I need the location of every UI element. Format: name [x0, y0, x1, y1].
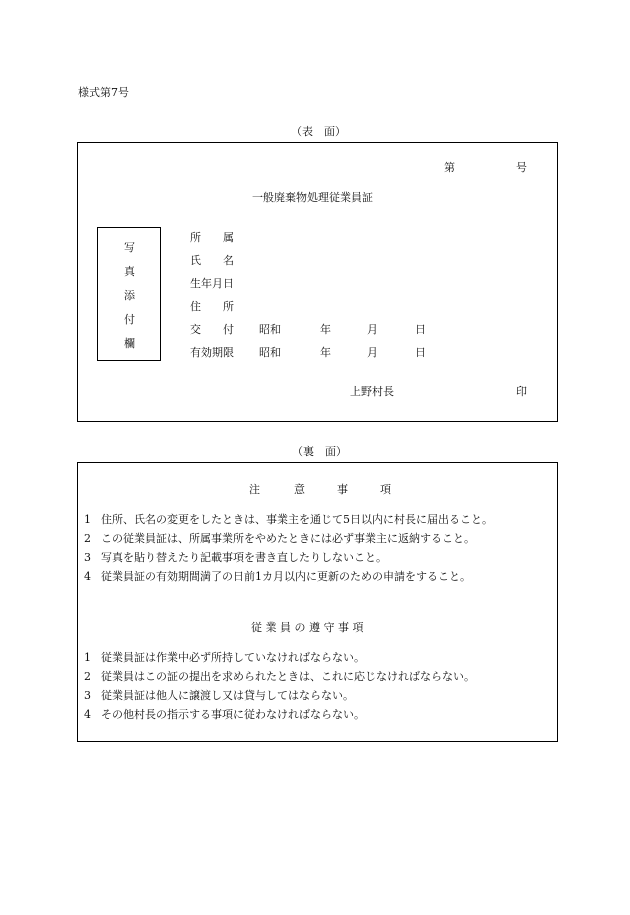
note-text: この従業員証は、所属事業所をやめたときには必ず事業主に返納すること。 [101, 532, 475, 545]
card-number-go: 号 [516, 161, 527, 174]
duty-number: 1 [84, 651, 91, 664]
validity-month: 月 [367, 346, 378, 359]
issue-year: 年 [320, 323, 331, 336]
photo-char: 真 [124, 265, 135, 278]
validity-era: 昭和 [259, 346, 281, 359]
form-number: 様式第7号 [78, 86, 129, 99]
back-label: （裏 面） [292, 445, 347, 458]
duty-text: 従業員証は他人に譲渡し又は貸与してはならない。 [101, 689, 354, 702]
front-card [77, 142, 558, 422]
front-label: （表 面） [291, 125, 346, 138]
issue-month: 月 [367, 323, 378, 336]
issuer: 上野村長 [350, 385, 394, 398]
duty-number: 3 [84, 689, 91, 702]
duties-title: 従 業 員 の 遵 守 事 項 [251, 621, 364, 634]
note-number: 2 [84, 532, 91, 545]
validity-day: 日 [415, 346, 426, 359]
duty-text: その他村長の指示する事項に従わなければならない。 [101, 708, 365, 721]
note-text: 住所、氏名の変更をしたときは、事業主を通じて5日以内に村長に届出ること。 [101, 513, 493, 526]
notes-title-char: 意 [294, 483, 305, 496]
photo-char: 付 [124, 313, 135, 326]
duty-number: 2 [84, 670, 91, 683]
duty-text: 従業員はこの証の提出を求められたときは、これに応じなければならない。 [101, 670, 475, 683]
field-address: 住 所 [190, 300, 234, 313]
card-number-dai: 第 [444, 161, 455, 174]
back-card [77, 462, 558, 742]
photo-char: 添 [124, 289, 135, 302]
seal-mark: 印 [516, 385, 527, 398]
field-issue: 交 付 [190, 323, 234, 336]
notes-title-char: 項 [380, 483, 391, 496]
field-validity: 有効期限 [190, 346, 234, 359]
note-number: 3 [84, 551, 91, 564]
card-title: 一般廃棄物処理従業員証 [252, 191, 373, 204]
photo-char: 写 [124, 241, 135, 254]
duty-text: 従業員証は作業中必ず所持していなければならない。 [101, 651, 365, 664]
duty-number: 4 [84, 708, 91, 721]
note-number: 1 [84, 513, 91, 526]
note-text: 写真を貼り替えたり記載事項を書き直したりしないこと。 [101, 551, 387, 564]
issue-era: 昭和 [259, 323, 281, 336]
notes-title-char: 注 [249, 483, 260, 496]
notes-title-char: 事 [337, 483, 348, 496]
photo-box [97, 227, 161, 361]
field-name: 氏 名 [190, 254, 234, 267]
issue-day: 日 [415, 323, 426, 336]
field-affiliation: 所 属 [190, 231, 234, 244]
photo-char: 欄 [124, 337, 135, 350]
validity-year: 年 [320, 346, 331, 359]
note-text: 従業員証の有効期間満了の日前1カ月以内に更新のための申請をすること。 [101, 570, 471, 583]
note-number: 4 [84, 570, 91, 583]
field-birthdate: 生年月日 [190, 277, 234, 290]
